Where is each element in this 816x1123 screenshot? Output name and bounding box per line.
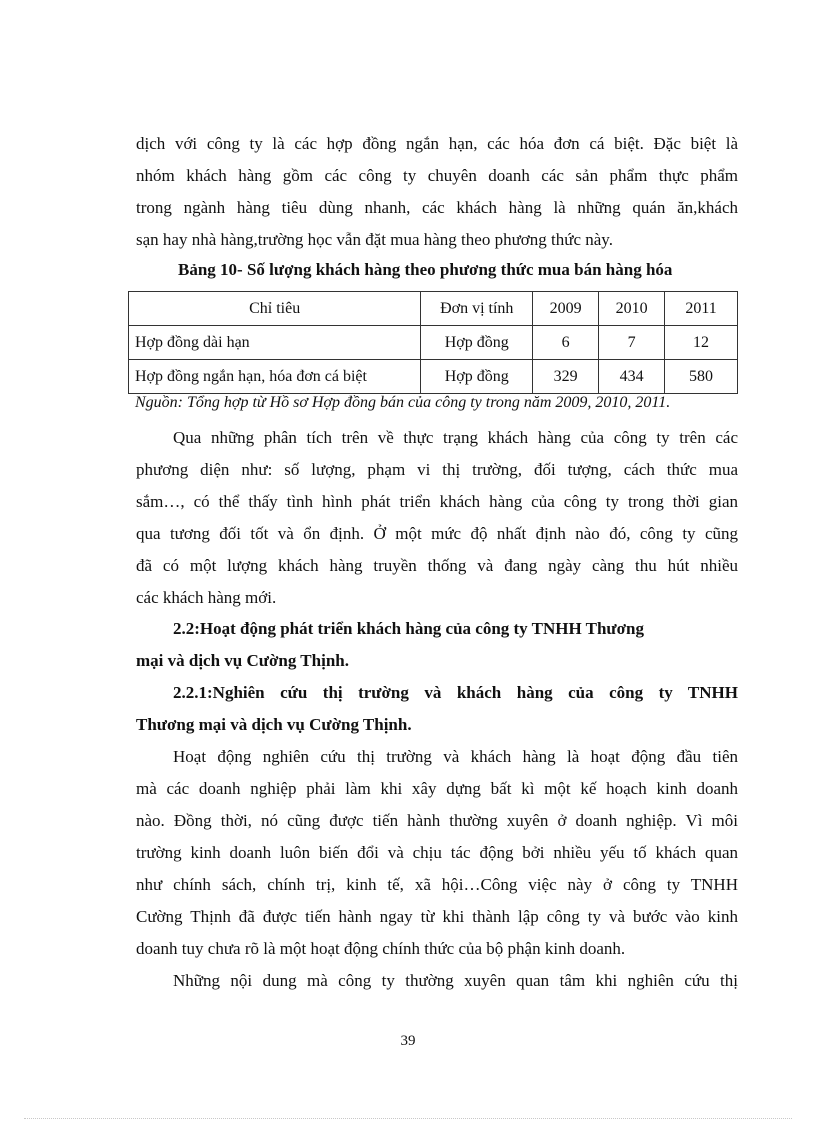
page-number: 39 [400,1033,416,1049]
paragraph-intro [136,128,738,256]
table-cell: 434 [599,360,665,394]
text-line: Hoạt động nghiên cứu thị trường và khách hàng là hoạt động đầu tiên [173,747,738,766]
text-line: trong ngành hàng tiêu dùng nhanh, các khách hàng là những quán ăn,khách [136,198,738,217]
table-source-note: Nguồn: Tổng hợp từ Hồ sơ Hợp đồng bán của công ty trong năm 2009, 2010, 2011. [135,394,671,411]
table-cell: Hợp đồng ngắn hạn, hóa đơn cá biệt [129,360,421,394]
text-line: nào. Đồng thời, nó cũng được tiến hành thường xuyên ở doanh nghiệp. Vì môi [136,811,738,830]
customer-table [128,291,738,394]
text-line: mà các doanh nghiệp phải làm khi xây dựng bất kì một kế hoạch kinh doanh [136,779,738,798]
paragraph-research [136,741,738,965]
table-row [129,326,738,360]
text-line: phương diện như: số lượng, phạm vi thị trường, đối tượng, cách thức mua [136,460,738,479]
heading-line: mại và dịch vụ Cường Thịnh. [136,651,349,670]
text-line: trường kinh doanh luôn biến đổi và chịu tác động bởi nhiều yếu tố khách quan [136,843,738,862]
table-cell: 6 [533,326,599,360]
header-cell: Đơn vị tính [421,292,533,326]
text-line: đã có một lượng khách hàng truyền thống và đang ngày càng thu hút nhiều [136,556,738,575]
text-line: nhóm khách hàng gồm các công ty chuyên doanh các sản phẩm thực phẩm [136,166,738,185]
table-cell: 329 [533,360,599,394]
table-cell: Hợp đồng dài hạn [129,326,421,360]
section-heading-2-2 [136,613,738,677]
paragraph-contents [136,965,738,997]
text-line: qua tương đối tốt và ổn định. Ở một mức độ nhất định nào đó, công ty cũng [136,524,738,543]
heading-line: 2.2.1:Nghiên cứu thị trường và khách hàng của công ty TNHH [173,683,738,702]
text-line: các khách hàng mới. [136,588,277,607]
table-header-row [129,292,738,326]
text-line: sắm…, có thể thấy tình hình phát triển khách hàng của công ty trong thời gian [136,492,738,511]
header-cell: 2009 [533,292,599,326]
header-cell: Chỉ tiêu [129,292,421,326]
table-cell: Hợp đồng [421,360,533,394]
paragraph-analysis [136,422,738,614]
text-line: dịch với công ty là các hợp đồng ngắn hạn, các hóa đơn cá biệt. Đặc biệt là [136,134,738,153]
table-cell: 12 [665,326,738,360]
text-line: doanh tuy chưa rõ là một hoạt động chính thức của bộ phận kinh doanh. [136,939,626,958]
table-caption: Bảng 10- Số lượng khách hàng theo phương thức mua bán hàng hóa [178,260,673,279]
text-line: Những nội dung mà công ty thường xuyên quan tâm khi nghiên cứu thị [173,971,738,990]
table-cell: 7 [599,326,665,360]
text-line: Qua những phân tích trên về thực trạng khách hàng của công ty trên các [173,428,738,447]
table-row [129,360,738,394]
table-cell: Hợp đồng [421,326,533,360]
heading-line: Thương mại và dịch vụ Cường Thịnh. [136,715,412,734]
table-cell: 580 [665,360,738,394]
heading-line: 2.2:Hoạt động phát triển khách hàng của công ty TNHH Thương [173,619,644,638]
text-line: như chính sách, chính trị, kinh tế, xã hội…Công việc này ở công ty TNHH [136,875,738,894]
section-heading-2-2-1 [136,677,738,741]
page-bottom-divider [24,1118,792,1119]
text-line: sạn hay nhà hàng,trường học vẫn đặt mua hàng theo phương thức này. [136,230,613,249]
text-line: Cường Thịnh đã được tiến hành ngay từ khi thành lập công ty và bước vào kinh [136,907,738,926]
header-cell: 2011 [665,292,738,326]
header-cell: 2010 [599,292,665,326]
